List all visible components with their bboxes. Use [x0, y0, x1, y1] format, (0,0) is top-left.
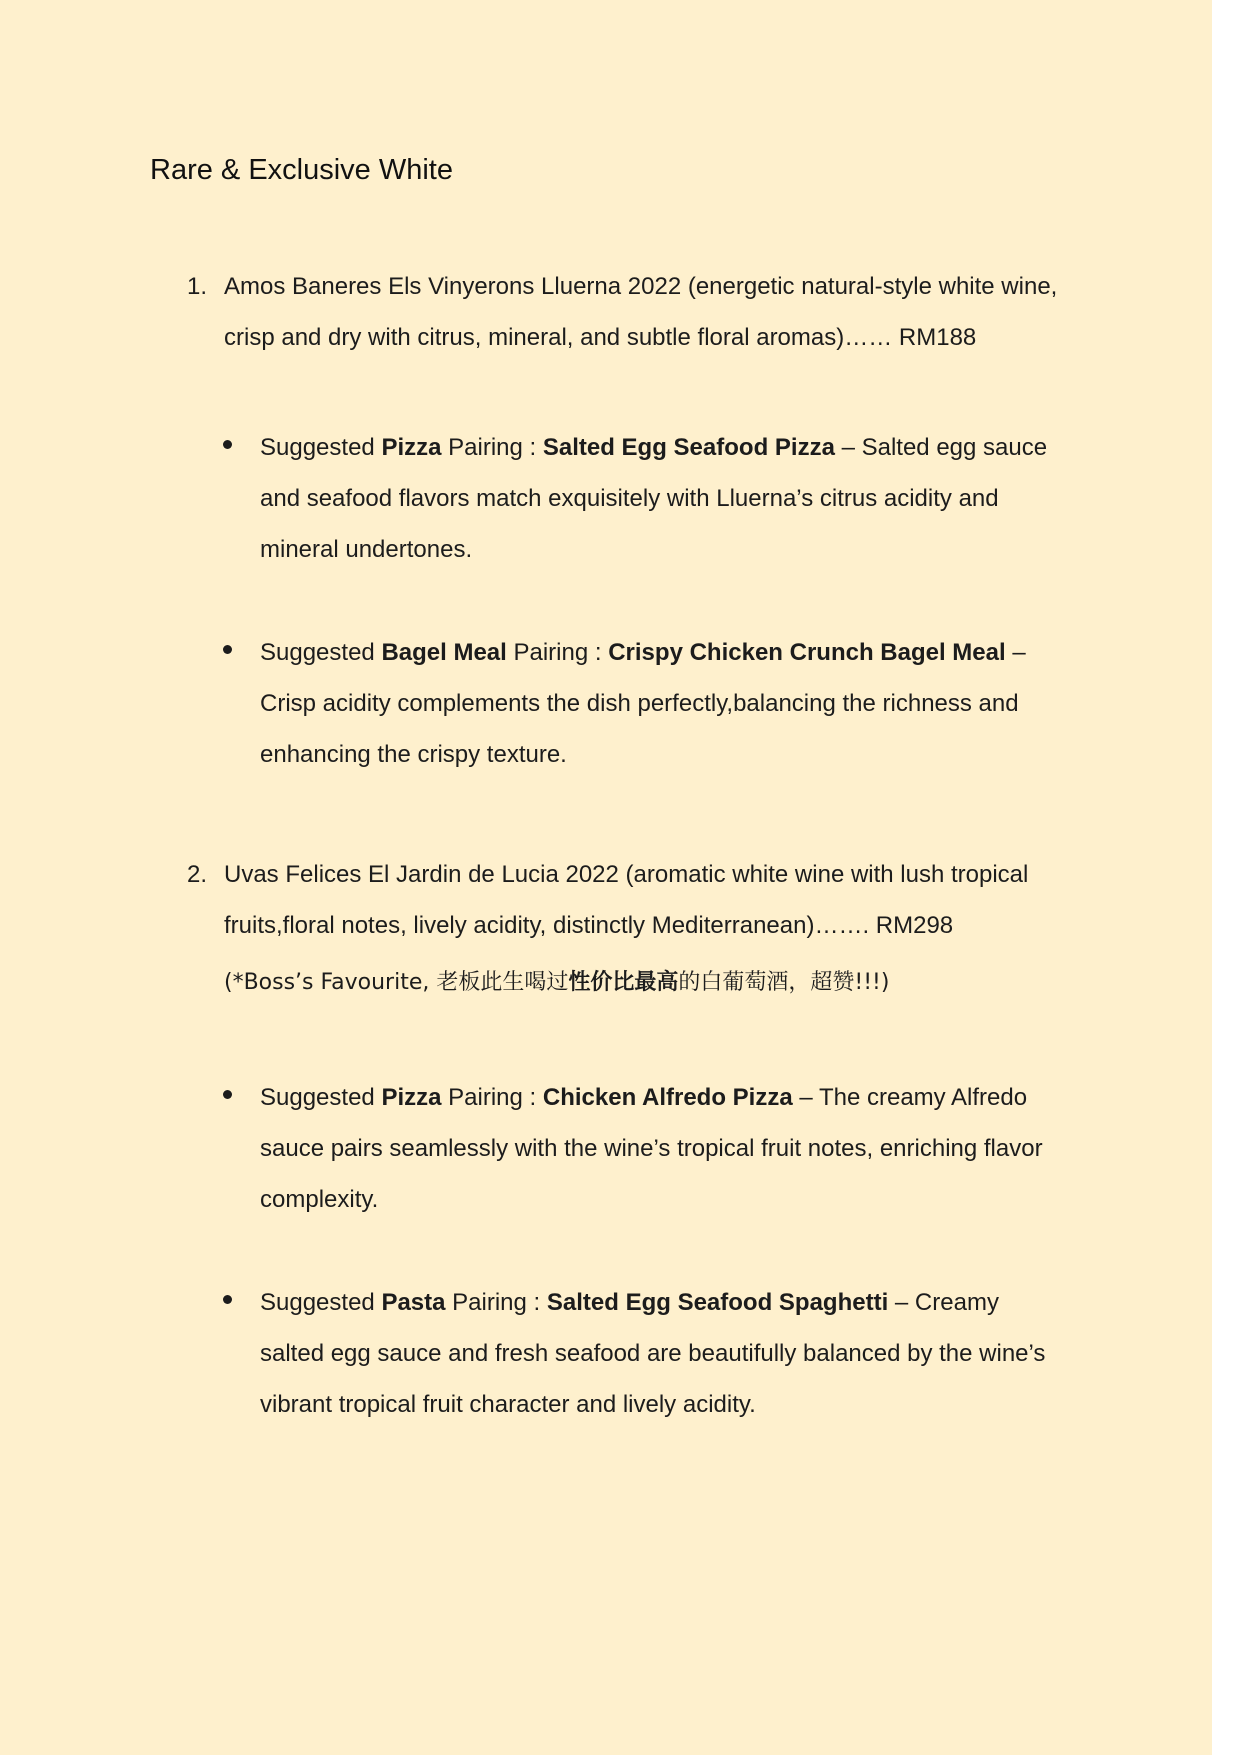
wine-number: 1. [187, 273, 208, 300]
pairing-category: Pasta [381, 1289, 446, 1316]
pairing-description: – [1005, 639, 1026, 666]
pairing-prefix: Suggested [260, 1084, 382, 1111]
pairing-category: Pizza [381, 1084, 442, 1111]
pairing-dish: Salted Egg Seafood Spaghetti [546, 1289, 889, 1316]
pairing-category: Pizza [381, 434, 442, 461]
note-end: 的白葡萄酒，超赞!!!) [678, 970, 890, 995]
pairing-description-line: salted egg sauce and fresh seafood are beautifully balanced by the wine’s [260, 1340, 1046, 1367]
pairing-heading [260, 431, 1047, 465]
pairing-description: – Salted egg sauce [834, 434, 1048, 461]
pairing-mid: Pairing : [441, 434, 543, 461]
wine-description-line: crisp and dry with citrus, mineral, and subtle floral aromas)…… RM188 [224, 324, 977, 351]
pairing-description-line: Crisp acidity complements the dish perfectly,balancing the richness and [260, 690, 1019, 717]
bullet-icon [223, 1090, 232, 1099]
pairing-prefix: Suggested [260, 1289, 382, 1316]
wine-description-line: Uvas Felices El Jardin de Lucia 2022 (aromatic white wine with lush tropical [224, 861, 1029, 888]
pairing-heading [260, 1081, 1027, 1115]
wine-description-line: fruits,floral notes, lively acidity, distinctly Mediterranean)……. RM298 [224, 912, 954, 939]
wine-number: 2. [187, 861, 208, 888]
pairing-dish: Salted Egg Seafood Pizza [542, 434, 835, 461]
pairing-dish: Crispy Chicken Crunch Bagel Meal [608, 639, 1006, 666]
wine-description-line: Amos Baneres Els Vinyerons Lluerna 2022 (energetic natural-style white wine, [224, 273, 1058, 300]
pairing-description: – Creamy [888, 1289, 999, 1316]
boss-favourite-note [224, 966, 889, 1000]
pairing-description-line: enhancing the crispy texture. [260, 741, 567, 768]
pairing-prefix: Suggested [260, 434, 382, 461]
section-title: Rare & Exclusive White [150, 154, 453, 186]
pairing-description-line: sauce pairs seamlessly with the wine’s tropical fruit notes, enriching flavor [260, 1135, 1043, 1162]
pairing-mid: Pairing : [506, 639, 609, 666]
pairing-description-line: and seafood flavors match exquisitely with Lluerna’s citrus acidity and [260, 485, 999, 512]
pairing-description: – The creamy Alfredo [792, 1084, 1028, 1111]
pairing-mid: Pairing : [445, 1289, 547, 1316]
pairing-dish: Chicken Alfredo Pizza [542, 1084, 793, 1111]
note-start: (*Boss’s Favourite, 老板此生喝过 [224, 970, 569, 995]
pairing-heading [260, 636, 1026, 670]
pairing-category: Bagel Meal [381, 639, 507, 666]
pairing-description-line: complexity. [260, 1186, 379, 1213]
pairing-description-line: vibrant tropical fruit character and lively acidity. [260, 1391, 756, 1418]
note-highlight: 性价比最高 [568, 970, 679, 995]
pairing-mid: Pairing : [441, 1084, 543, 1111]
pairing-heading [260, 1286, 999, 1320]
bullet-icon [223, 440, 232, 449]
bullet-icon [223, 645, 232, 654]
bullet-icon [223, 1295, 232, 1304]
pairing-description-line: mineral undertones. [260, 536, 473, 563]
pairing-prefix: Suggested [260, 639, 382, 666]
